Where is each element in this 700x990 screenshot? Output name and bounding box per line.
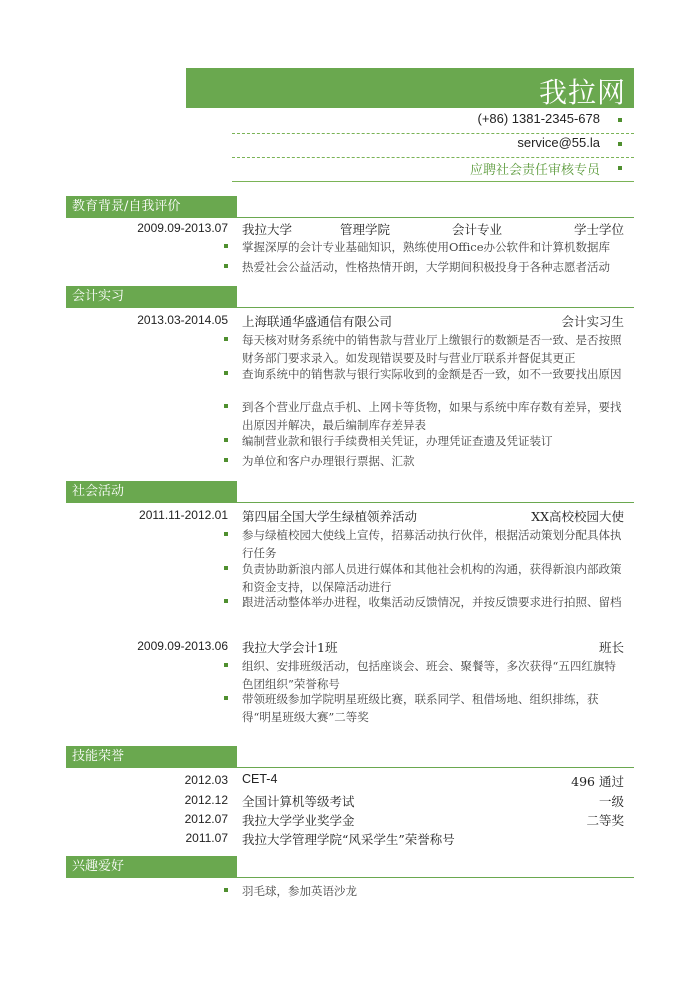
list-item: 参与绿植校园大使线上宣传，招募活动执行伙伴，根据活动策划分配具体执行任务 [242,528,622,560]
section-title: 教育背景/自我评价 [66,196,237,217]
bullet-icon [224,696,228,700]
job-row [232,157,634,182]
major-name: 会计专业 [452,222,503,237]
bullet-icon [224,337,228,341]
name-banner [186,68,634,108]
activity-row [242,638,624,656]
bullet-icon [224,663,228,667]
phone-number: (+86) 1381-2345-678 [477,111,600,126]
internship-date: 2013.03-2014.05 [137,313,228,327]
skill-result: 496 通过 [571,774,624,789]
list-item: 到各个营业厅盘点手机、上网卡等货物，如果与系统中库存数有差异，要找出原因并解决，最后编制库存差异表 [242,400,622,432]
skill-row [242,772,624,790]
bullet-icon [224,532,228,536]
skill-result: 二等奖 [586,813,624,828]
bullet-icon [224,404,228,408]
section-activities [66,481,634,503]
job-objective: 应聘社会责任审核专员 [469,163,600,178]
activity-date: 2009.09-2013.06 [137,639,228,653]
bullet-icon [224,244,228,248]
bullet-icon [224,264,228,268]
section-title: 技能荣誉 [66,746,237,767]
skill-name: CET-4 [242,772,278,786]
skill-row [242,830,624,848]
bullet-icon [224,599,228,603]
bullet-icon [224,438,228,442]
school-name: 我拉大学 [242,222,293,237]
bullet-icon [618,142,622,146]
activity-role: XX高校校园大使 [531,509,624,524]
section-title: 兴趣爱好 [66,856,237,877]
section-title: 社会活动 [66,481,237,502]
bullet-icon [224,888,228,892]
list-item: 羽毛球，参加英语沙龙 [242,884,357,898]
activity-row [242,507,624,525]
role-name: 会计实习生 [561,314,624,329]
bullet-icon [618,118,622,122]
skill-date: 2012.07 [184,812,228,826]
skill-name: 我拉大学学业奖学金 [242,813,355,828]
activity-name: 第四届全国大学生绿植领养活动 [242,509,418,524]
skill-row [242,792,624,810]
bullet-icon [224,458,228,462]
activity-role: 班长 [598,640,624,655]
skill-date: 2012.03 [184,773,228,787]
email-address: service@55.la [517,135,600,150]
skill-date: 2012.12 [184,793,228,807]
skill-row [242,811,624,829]
list-item: 编制营业款和银行手续费相关凭证，办理凭证查遗及凭证装订 [242,434,553,448]
college-name: 管理学院 [340,222,391,237]
skill-date: 2011.07 [185,831,228,845]
phone-row [232,109,634,134]
skill-name: 我拉大学管理学院“风采学生”荣誉称号 [242,832,455,847]
section-internship [66,286,634,308]
list-item: 负责协助新浪内部人员进行媒体和其他社会机构的沟通，获得新浪内部政策和资金支持，以保障活动进行 [242,562,622,594]
list-item: 掌握深厚的会计专业基础知识，熟练使用Office办公软件和计算机数据库 [242,240,611,254]
section-title: 会计实习 [66,286,237,307]
skill-name: 全国计算机等级考试 [242,794,355,809]
list-item: 为单位和客户办理银行票据、汇款 [242,454,415,468]
section-skills [66,746,634,768]
activity-name: 我拉大学会计1班 [242,640,338,655]
section-hobbies [66,856,634,878]
candidate-name: 我拉网 [538,76,626,109]
list-item: 热爱社会公益活动，性格热情开朗，大学期间积极投身于各种志愿者活动 [242,260,610,274]
bullet-icon [224,566,228,570]
list-item: 跟进活动整体举办进程，收集活动反馈情况，并按反馈要求进行拍照、留档 [242,595,622,609]
list-item: 查询系统中的销售款与银行实际收到的金额是否一致，如不一致要找出原因 [242,367,622,381]
list-item: 带领班级参加学院明星班级比赛，联系同学、租借场地、组织排练，获得“明星班级大赛”二等奖 [242,692,599,724]
bullet-icon [618,166,622,170]
education-date: 2009.09-2013.07 [137,221,228,235]
list-item: 每天核对财务系统中的销售款与营业厅上缴银行的数额是否一致、是否按照财务部门要求录入。如发现错误要及时与营业厅联系并督促其更正 [242,333,622,365]
email-row [232,133,634,158]
education-row [242,220,624,238]
degree-name: 学士学位 [573,222,624,237]
skill-result: 一级 [598,794,624,809]
bullet-icon [224,371,228,375]
list-item: 组织、安排班级活动，包括座谈会、班会、聚餐等，多次获得“五四红旗特色团组织”荣誉称号 [242,659,616,691]
internship-row [242,312,624,330]
activity-date: 2011.11-2012.01 [139,508,228,522]
company-name: 上海联通华盛通信有限公司 [242,314,393,329]
section-education [66,196,634,218]
